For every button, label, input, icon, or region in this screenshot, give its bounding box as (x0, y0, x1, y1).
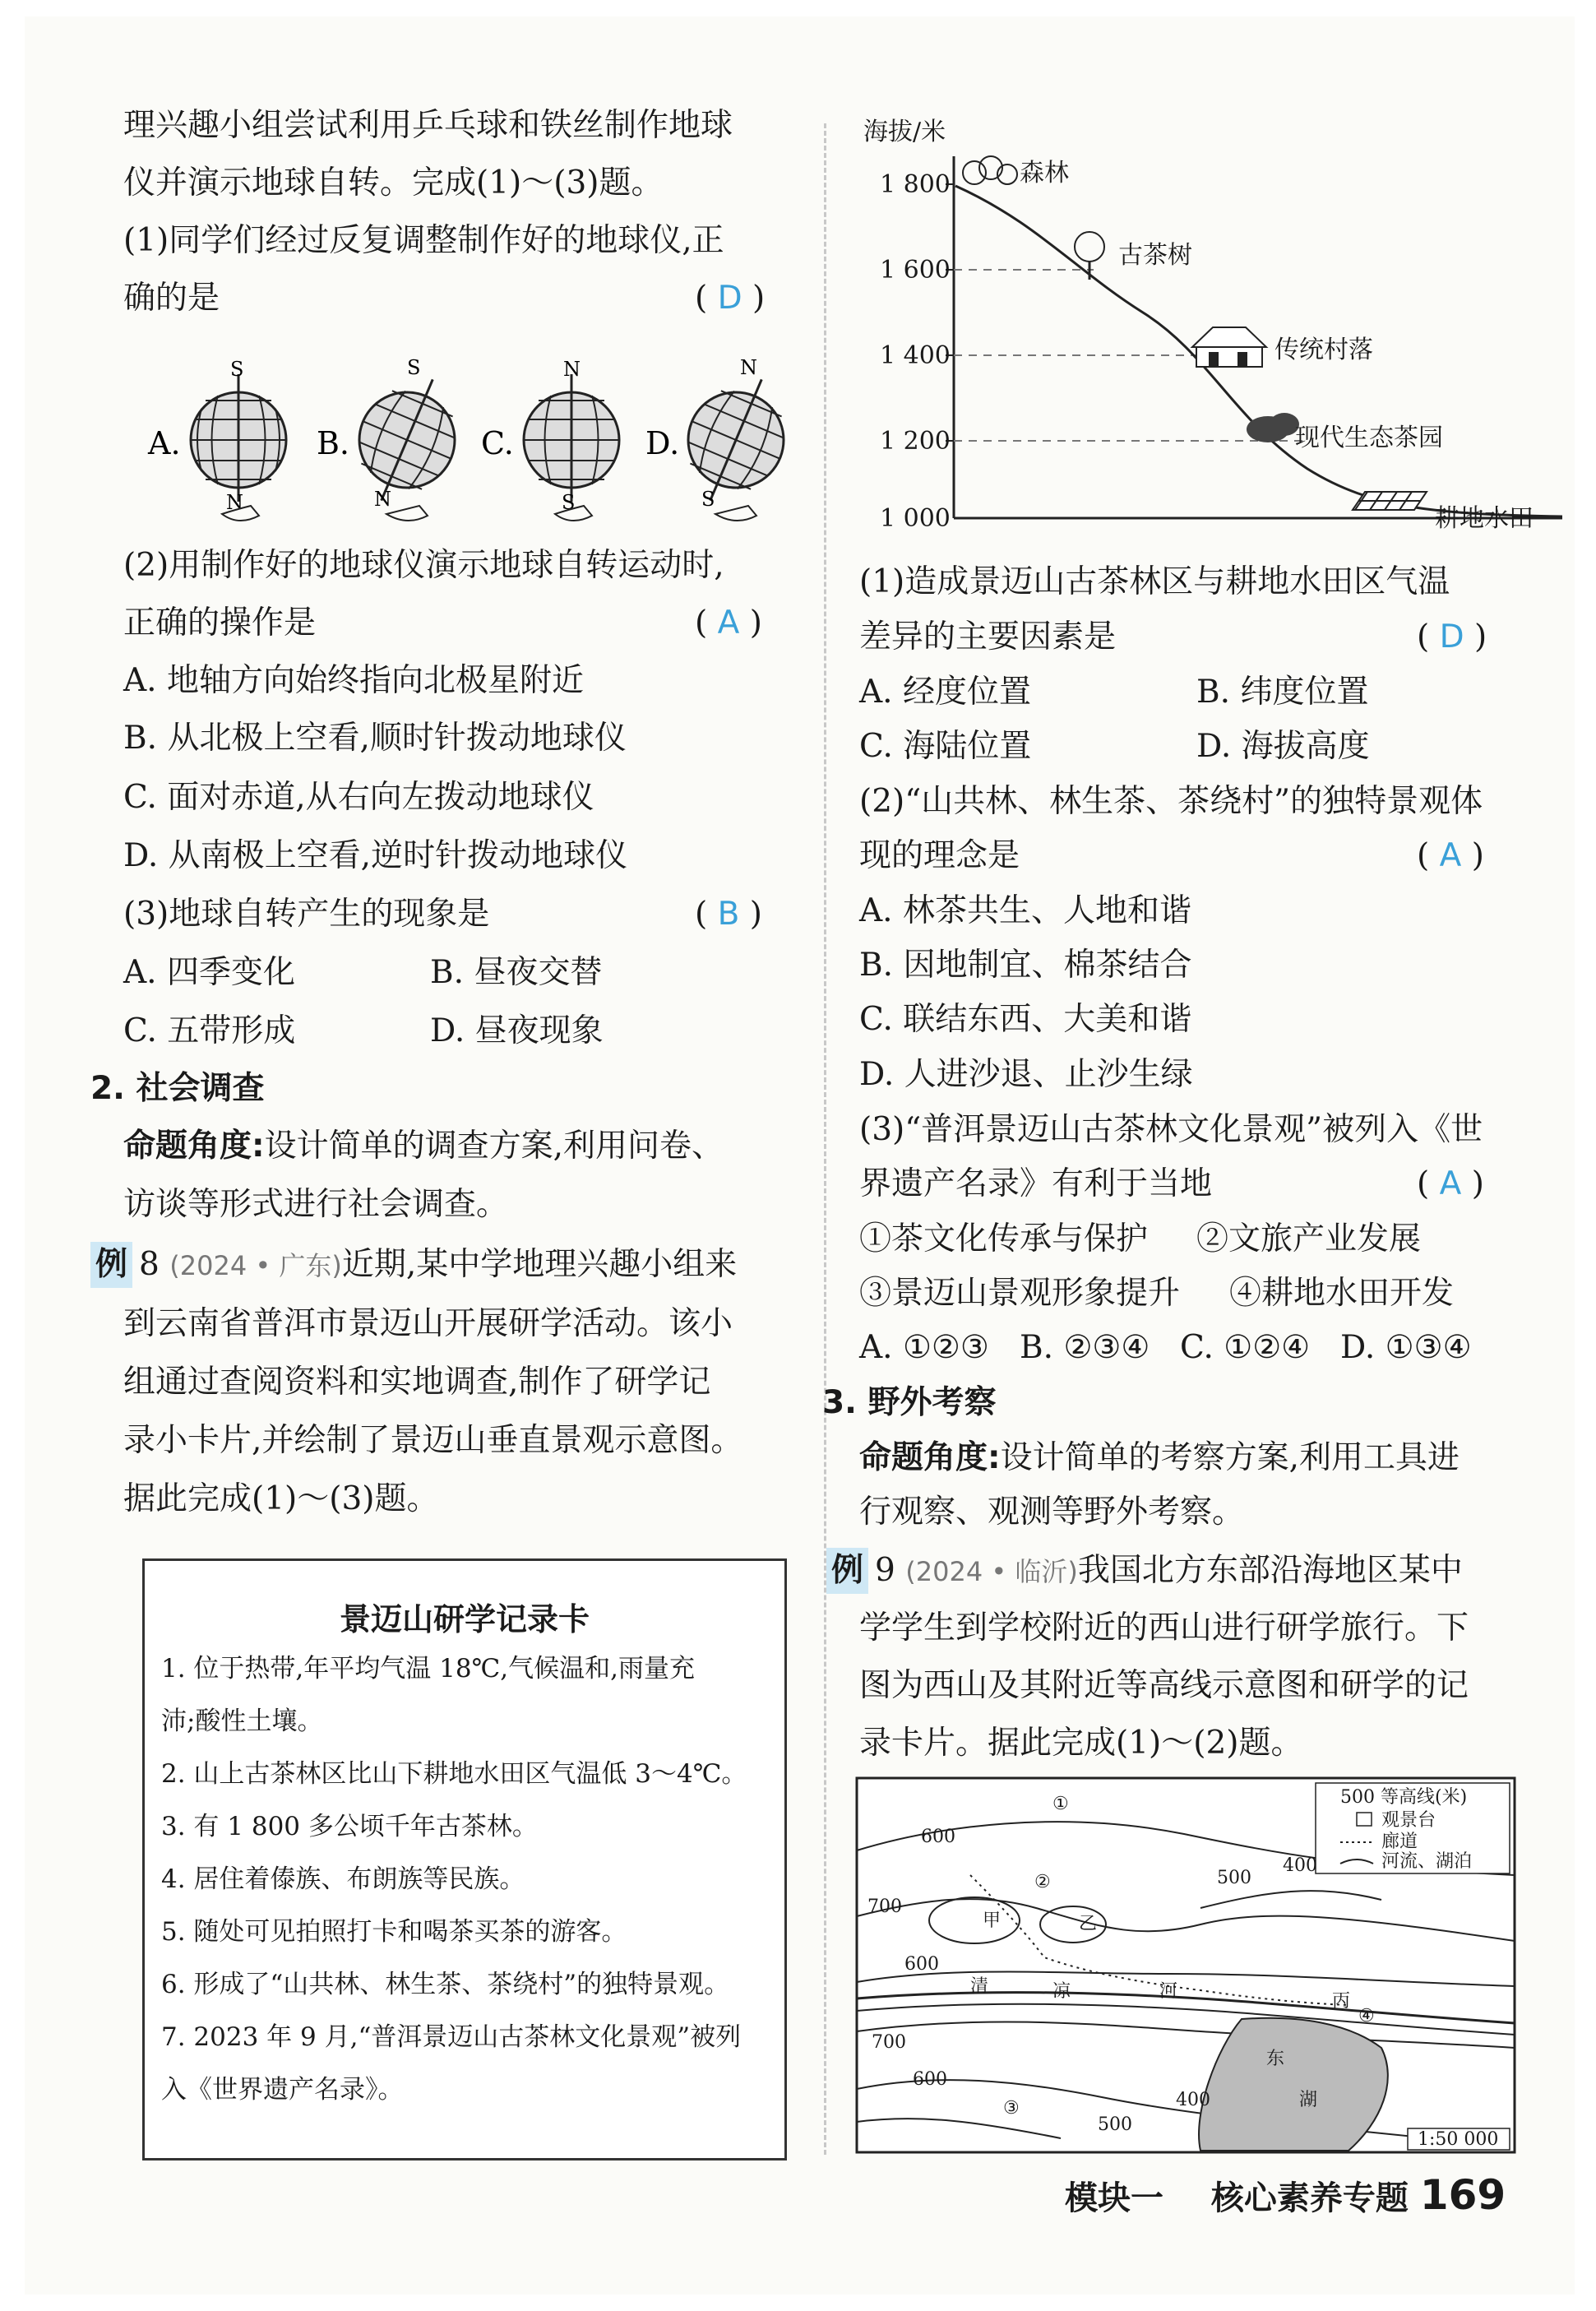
globe-a-bottom: N (226, 491, 243, 514)
answer-value: D (1439, 618, 1464, 655)
l-q2-option-b: B. 从北极上空看,顺时针拨动地球仪 (123, 720, 627, 757)
example-source: (2024 • 广东) (169, 1250, 342, 1281)
column-divider (824, 123, 826, 2155)
l-q3-option-c: C. 五带形成 (123, 1012, 296, 1049)
card-line-5: 4. 居住着傣族、布朗族等民族。 (161, 1864, 525, 1894)
river-char-1: 清 (970, 1976, 989, 1997)
contour-label-600c: 600 (913, 2069, 947, 2090)
card-line-8: 7. 2023 年 9 月,“普洱景迈山古茶林文化景观”被列 (161, 2022, 742, 2052)
r-q1-option-a: A. 经度位置 (859, 674, 1031, 711)
contour-label-500b: 500 (1098, 2114, 1132, 2135)
example-number: 9 (875, 1552, 895, 1589)
globe-a (191, 358, 286, 521)
contour-label-400b: 400 (1176, 2090, 1210, 2110)
intro-line-2: 仪并演示地球自转。完成(1)～(3)题。 (123, 164, 664, 201)
forest-icon (963, 156, 1017, 184)
card-line-9: 入《世界遗产名录》。 (161, 2075, 404, 2105)
answer-value: D (717, 280, 742, 317)
tick-1600: 1 600 (880, 256, 951, 285)
paddy-field-icon (1353, 492, 1427, 510)
example-9-line-3: 图为西山及其附近等高线示意图和研学的记 (859, 1667, 1469, 1704)
label-ancient-tea-tree: 古茶树 (1118, 241, 1192, 270)
intro-line-1: 理兴趣小组尝试利用乒乓球和铁丝制作地球 (123, 107, 733, 144)
tick-1200: 1 200 (880, 427, 951, 456)
r-q1-line-1: (1)造成景迈山古茶林区与耕地水田区气温 (859, 563, 1450, 600)
l-q1-line-2: 确的是 (123, 280, 220, 317)
example-number: 8 (139, 1246, 160, 1283)
river-char-3: 河 (1159, 1981, 1178, 2002)
l-q2-answer: ( A ) (695, 604, 762, 641)
r-q3-item-1: ①茶文化传承与保护 (859, 1220, 1149, 1257)
section-3-title: 3. 野外考察 (822, 1384, 997, 1421)
lake-char-1: 东 (1266, 2049, 1285, 2069)
r-q3-line-1: (3)“普洱景迈山古茶林文化景观”被列入《世 (859, 1111, 1483, 1148)
example-8-line-3: 组通过查阅资料和实地调查,制作了研学记 (123, 1364, 711, 1401)
r-q3-option-d: D. ①③④ (1340, 1329, 1472, 1366)
answer-value: A (1439, 837, 1462, 874)
place-jia: 甲 (983, 1910, 1002, 1931)
r-q2-line-1: (2)“山共林、林生茶、茶绕村”的独特景观体 (859, 783, 1483, 820)
example-9-line-4: 录卡片。据此完成(1)～(2)题。 (859, 1725, 1303, 1762)
card-line-3: 2. 山上古茶林区比山下耕地水田区气温低 3～4℃。 (161, 1759, 747, 1789)
contour-label-400: 400 (1283, 1855, 1317, 1876)
place-bing: 丙 (1332, 1991, 1351, 2012)
label-traditional-village: 传统村落 (1274, 336, 1373, 364)
page-number: 169 (1419, 2171, 1506, 2219)
globe-label-b: B. (317, 425, 350, 461)
example-9-line-1 (826, 1548, 1463, 1595)
r-q3-item-4: ④耕地水田开发 (1229, 1275, 1455, 1312)
r-q3-option-a: A. ①②③ (859, 1329, 989, 1366)
l-q3-option-b: B. 昼夜交替 (430, 954, 603, 991)
r-q3-answer: ( A ) (1417, 1165, 1484, 1202)
r-q3-line-2: 界遗产名录》有利于当地 (859, 1165, 1213, 1202)
tick-1800: 1 800 (880, 170, 951, 199)
legend-viewpoint: 观景台 (1381, 1810, 1436, 1831)
river-char-2: 凉 (1052, 1981, 1071, 2002)
point-2: ② (1034, 1872, 1051, 1892)
ancient-tea-tree-icon (1075, 232, 1104, 280)
r-q2-option-a: A. 林茶共生、人地和谐 (859, 892, 1191, 929)
angle-label: 命题角度: (123, 1128, 265, 1165)
section-2-angle-line-2: 访谈等形式进行社会调查。 (123, 1186, 509, 1223)
contour-label-500: 500 (1217, 1868, 1251, 1888)
example-source: (2024 • 临沂) (905, 1556, 1078, 1587)
point-3: ③ (1003, 2098, 1020, 2119)
answer-value: B (717, 896, 740, 933)
r-q2-option-d: D. 人进沙退、止沙生绿 (859, 1056, 1193, 1093)
contour-label-700b: 700 (872, 2032, 906, 2053)
section-3-angle-line-2: 行观察、观测等野外考察。 (859, 1494, 1245, 1531)
globe-d-top: N (740, 356, 757, 379)
example-text: 我国北方东部沿海地区某中 (1077, 1552, 1463, 1589)
contour-label-600: 600 (921, 1827, 955, 1847)
answer-value: A (717, 604, 740, 641)
l-q2-line-2: 正确的操作是 (123, 604, 317, 641)
legend-corridor: 廊道 (1381, 1832, 1418, 1852)
r-q3-item-3: ③景迈山景观形象提升 (859, 1275, 1181, 1312)
l-q1-line-1: (1)同学们经过反复调整制作好的地球仪,正 (123, 222, 724, 259)
example-8-line-2: 到云南省普洱市景迈山开展研学活动。该小 (123, 1305, 733, 1342)
example-tag: 例 (90, 1242, 132, 1288)
footer-topic: 核心素养专题 (1210, 2179, 1409, 2217)
example-9-line-2: 学学生到学校附近的西山进行研学旅行。下 (859, 1609, 1469, 1646)
village-icon (1192, 327, 1266, 367)
example-text: 近期,某中学地理兴趣小组来 (341, 1246, 738, 1283)
lake-char-2: 湖 (1299, 2090, 1318, 2110)
r-q2-option-c: C. 联结东西、大美和谐 (859, 1001, 1192, 1038)
page (25, 16, 1575, 2295)
card-line-7: 6. 形成了“山共林、林生茶、茶绕村”的独特景观。 (161, 1970, 730, 1999)
card-title: 景迈山研学记录卡 (339, 1601, 590, 1637)
r-q2-line-2: 现的理念是 (859, 837, 1020, 874)
research-record-card (142, 1558, 787, 2160)
globe-label-a: A. (148, 425, 181, 461)
l-q2-option-c: C. 面对赤道,从右向左拨动地球仪 (123, 779, 594, 816)
tick-1000: 1 000 (880, 504, 951, 533)
r-q1-line-2: 差异的主要因素是 (859, 618, 1117, 655)
section-2-angle-line-1 (123, 1123, 724, 1169)
l-q2-line-1: (2)用制作好的地球仪演示地球自转运动时, (123, 547, 724, 584)
globe-b (337, 356, 476, 521)
footer-module: 模块一 (1065, 2179, 1163, 2217)
l-q3-answer: ( B ) (695, 896, 763, 933)
l-q3-option-d: D. 昼夜现象 (430, 1012, 604, 1049)
globe-c-top: N (563, 358, 581, 381)
map-scale: 1:50 000 (1418, 2129, 1499, 2150)
r-q2-option-b: B. 因地制宜、棉茶结合 (859, 947, 1192, 984)
l-q3-line-1: (3)地球自转产生的现象是 (123, 896, 490, 933)
answer-value: A (1439, 1165, 1462, 1202)
globe-c (524, 358, 619, 521)
card-line-4: 3. 有 1 800 多公顷千年古茶林。 (161, 1812, 538, 1841)
point-4: ④ (1358, 2006, 1375, 2026)
globe-b-bottom: N (374, 488, 391, 511)
r-q3-option-c: C. ①②④ (1180, 1329, 1311, 1366)
example-8-line-4: 录小卡片,并绘制了景迈山垂直景观示意图。 (123, 1422, 743, 1459)
label-forest: 森林 (1020, 159, 1069, 188)
section-2-title: 2. 社会调查 (90, 1070, 265, 1107)
example-8-line-1 (90, 1242, 737, 1289)
globe-a-top: S (230, 358, 244, 381)
l-q2-option-a: A. 地轴方向始终指向北极星附近 (123, 662, 584, 699)
globe-d (666, 356, 793, 521)
angle-text: 设计简单的考察方案,利用工具进 (1000, 1439, 1460, 1476)
l-q3-option-a: A. 四季变化 (123, 954, 295, 991)
tick-1400: 1 400 (880, 341, 951, 370)
r-q3-option-b: B. ②③④ (1020, 1329, 1150, 1366)
legend-water: 河流、湖泊 (1381, 1851, 1473, 1872)
label-modern-tea-garden: 现代生态茶园 (1295, 424, 1443, 452)
page-footer (1065, 2171, 1506, 2219)
contour-map (855, 1776, 1517, 2155)
y-axis-label: 海拔/米 (863, 118, 946, 146)
angle-text: 设计简单的调查方案,利用问卷、 (264, 1128, 724, 1165)
l-q1-answer: ( D ) (695, 280, 766, 317)
label-paddy-field: 耕地水田 (1435, 504, 1534, 533)
angle-label: 命题角度: (859, 1439, 1001, 1476)
example-8-line-5: 据此完成(1)～(3)题。 (123, 1480, 439, 1517)
card-line-1: 1. 位于热带,年平均气温 18℃,气候温和,雨量充 (161, 1654, 695, 1683)
globe-label-c: C. (481, 425, 514, 461)
vertical-landscape-diagram (847, 107, 1571, 551)
r-q2-answer: ( A ) (1417, 837, 1484, 874)
legend (1316, 1783, 1510, 1873)
r-q1-option-c: C. 海陆位置 (859, 728, 1032, 765)
place-yi: 乙 (1079, 1914, 1098, 1934)
section-3-angle-line-1 (859, 1435, 1460, 1481)
example-tag: 例 (826, 1548, 868, 1594)
l-q2-option-d: D. 从南极上空看,逆时针拨动地球仪 (123, 837, 628, 874)
globe-options (119, 341, 793, 530)
globe-label-d: D. (645, 425, 680, 461)
r-q3-item-2: ②文旅产业发展 (1196, 1220, 1422, 1257)
contour-label-600b: 600 (904, 1954, 939, 1975)
r-q1-option-b: B. 纬度位置 (1196, 674, 1369, 711)
point-1: ① (1052, 1794, 1069, 1814)
card-line-6: 5. 随处可见拍照打卡和喝茶买茶的游客。 (161, 1917, 627, 1947)
card-line-2: 沛;酸性土壤。 (161, 1707, 323, 1736)
globe-d-bottom: S (701, 488, 715, 511)
legend-contour: 500 等高线(米) (1340, 1787, 1468, 1808)
globe-b-top: S (407, 356, 421, 379)
globe-c-bottom: S (562, 491, 576, 514)
r-q1-answer: ( D ) (1417, 618, 1487, 655)
r-q1-option-d: D. 海拔高度 (1196, 728, 1370, 765)
tea-garden-icon (1247, 413, 1299, 442)
contour-label-700: 700 (867, 1897, 902, 1917)
